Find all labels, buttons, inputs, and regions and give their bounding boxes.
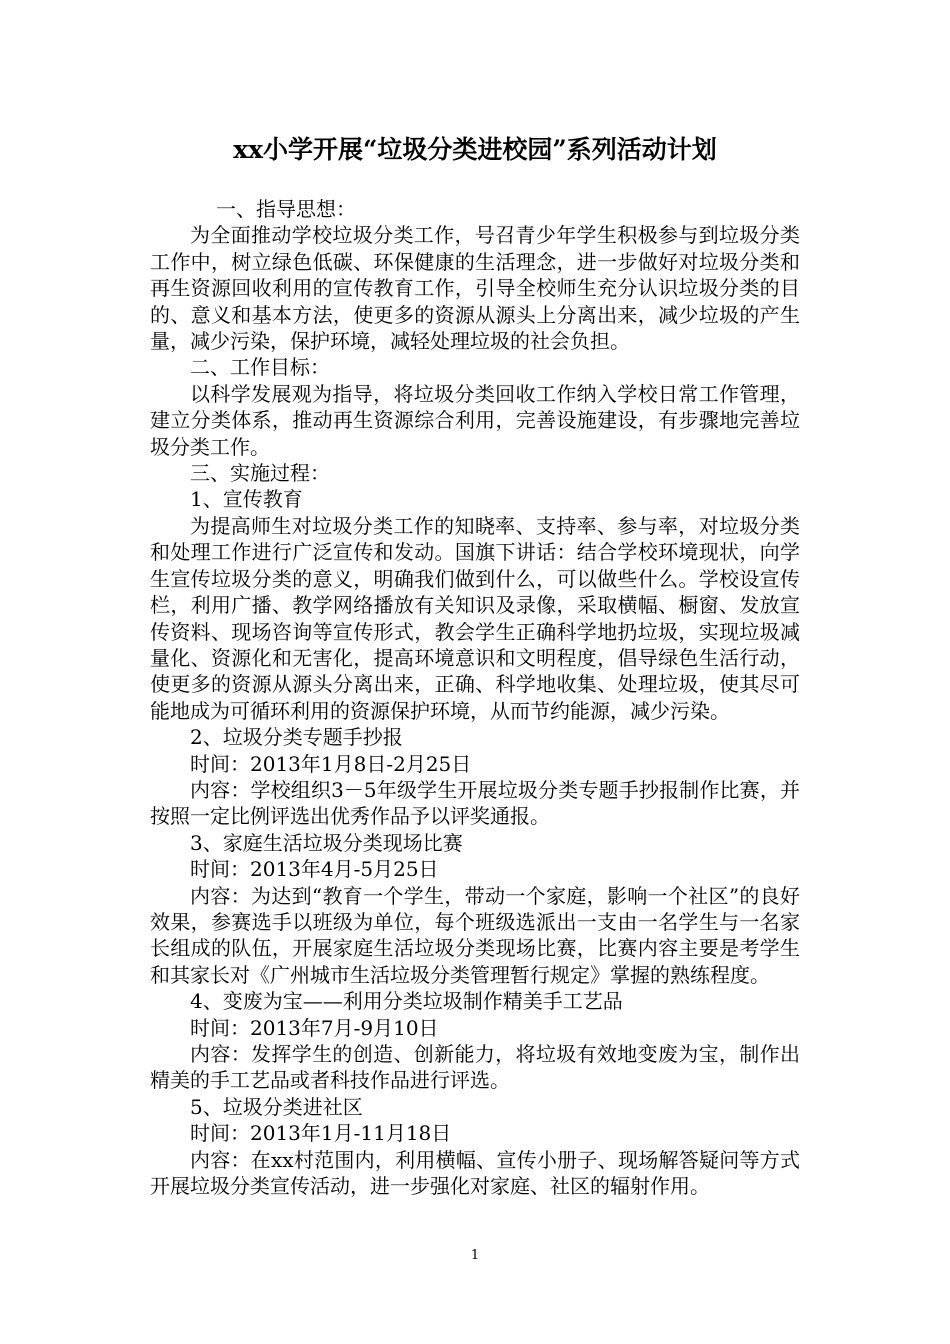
time-waste-to-treasure: 时间：2013年7月-9月10日	[190, 1015, 439, 1040]
section-heading-work-goals: 二、工作目标：	[190, 355, 330, 380]
content-community: 内容：在xx村范围内，利用横幅、宣传小册子、现场解答疑问等方式开展垃圾分类宣传活动，进一步强化对家庭、社区的辐射作用。	[150, 1147, 800, 1199]
subheading-waste-to-treasure: 4、变废为宝——利用分类垃圾制作精美手工艺品	[190, 989, 623, 1014]
time-community: 时间：2013年1月-11月18日	[190, 1121, 452, 1146]
page-number: 1	[470, 1248, 480, 1263]
content-handwritten-newspaper: 内容：学校组织3－5年级学生开展垃圾分类专题手抄报制作比赛，并按照一定比例评选出优秀作品予以评奖通报。	[150, 777, 800, 829]
subheading-handwritten-newspaper: 2、垃圾分类专题手抄报	[190, 725, 403, 750]
subheading-community: 5、垃圾分类进社区	[190, 1094, 363, 1119]
document-title: xx小学开展“垃圾分类进校园”系列活动计划	[233, 135, 717, 164]
document-body	[150, 196, 800, 1199]
paragraph-guiding-ideology: 为全面推动学校垃圾分类工作，号召青少年学生积极参与到垃圾分类工作中，树立绿色低碳、环保健康的生活理念，进一步做好对垃圾分类和再生资源回收利用的宣传教育工作，引导全校师生充分认识垃圾分类的目的、意义和基本方法，使更多的资源从源头上分离出来，减少垃圾的产生量，减少污染，保护环境，减轻处理垃圾的社会负担。	[150, 223, 800, 354]
subheading-publicity: 1、宣传教育	[190, 487, 303, 512]
content-family-competition: 内容：为达到“教育一个学生，带动一个家庭，影响一个社区”的良好效果，参赛选手以班级为单位，每个班级选派出一支由一名学生与一名家长组成的队伍，开展家庭生活垃圾分类现场比赛，比赛内容主要是考学生和其家长对《广州城市生活垃圾分类管理暂行规定》掌握的熟练程度。	[150, 883, 800, 987]
paragraph-work-goals: 以科学发展观为指导，将垃圾分类回收工作纳入学校日常工作管理，建立分类体系，推动再生资源综合利用，完善设施建设，有步骤地完善垃圾分类工作。	[150, 381, 800, 459]
subheading-family-competition: 3、家庭生活垃圾分类现场比赛	[190, 830, 463, 855]
section-heading-implementation: 三、实施过程：	[190, 461, 330, 486]
paragraph-publicity: 为提高师生对垃圾分类工作的知晓率、支持率、参与率，对垃圾分类和处理工作进行广泛宣传和发动。国旗下讲话：结合学校环境现状，向学生宣传垃圾分类的意义，明确我们做到什么，可以做些什么。学校设宣传栏，利用广播、教学网络播放有关知识及录像，采取横幅、橱窗、发放宣传资料、现场咨询等宣传形式，教会学生正确科学地扔垃圾，实现垃圾减量化、资源化和无害化，提高环境意识和文明程度，倡导绿色生活行动，使更多的资源从源头分离出来，正确、科学地收集、处理垃圾，使其尽可能地成为可循环利用的资源保护环境，从而节约能源，减少污染。	[150, 513, 800, 723]
time-handwritten-newspaper: 时间：2013年1月8日-2月25日	[190, 751, 472, 776]
section-heading-guiding-ideology: 一、指导思想：	[216, 197, 356, 221]
content-waste-to-treasure: 内容：发挥学生的创造、创新能力，将垃圾有效地变废为宝，制作出精美的手工艺品或者科技作品进行评选。	[150, 1042, 800, 1093]
time-family-competition: 时间：2013年4月-5月25日	[190, 857, 439, 882]
